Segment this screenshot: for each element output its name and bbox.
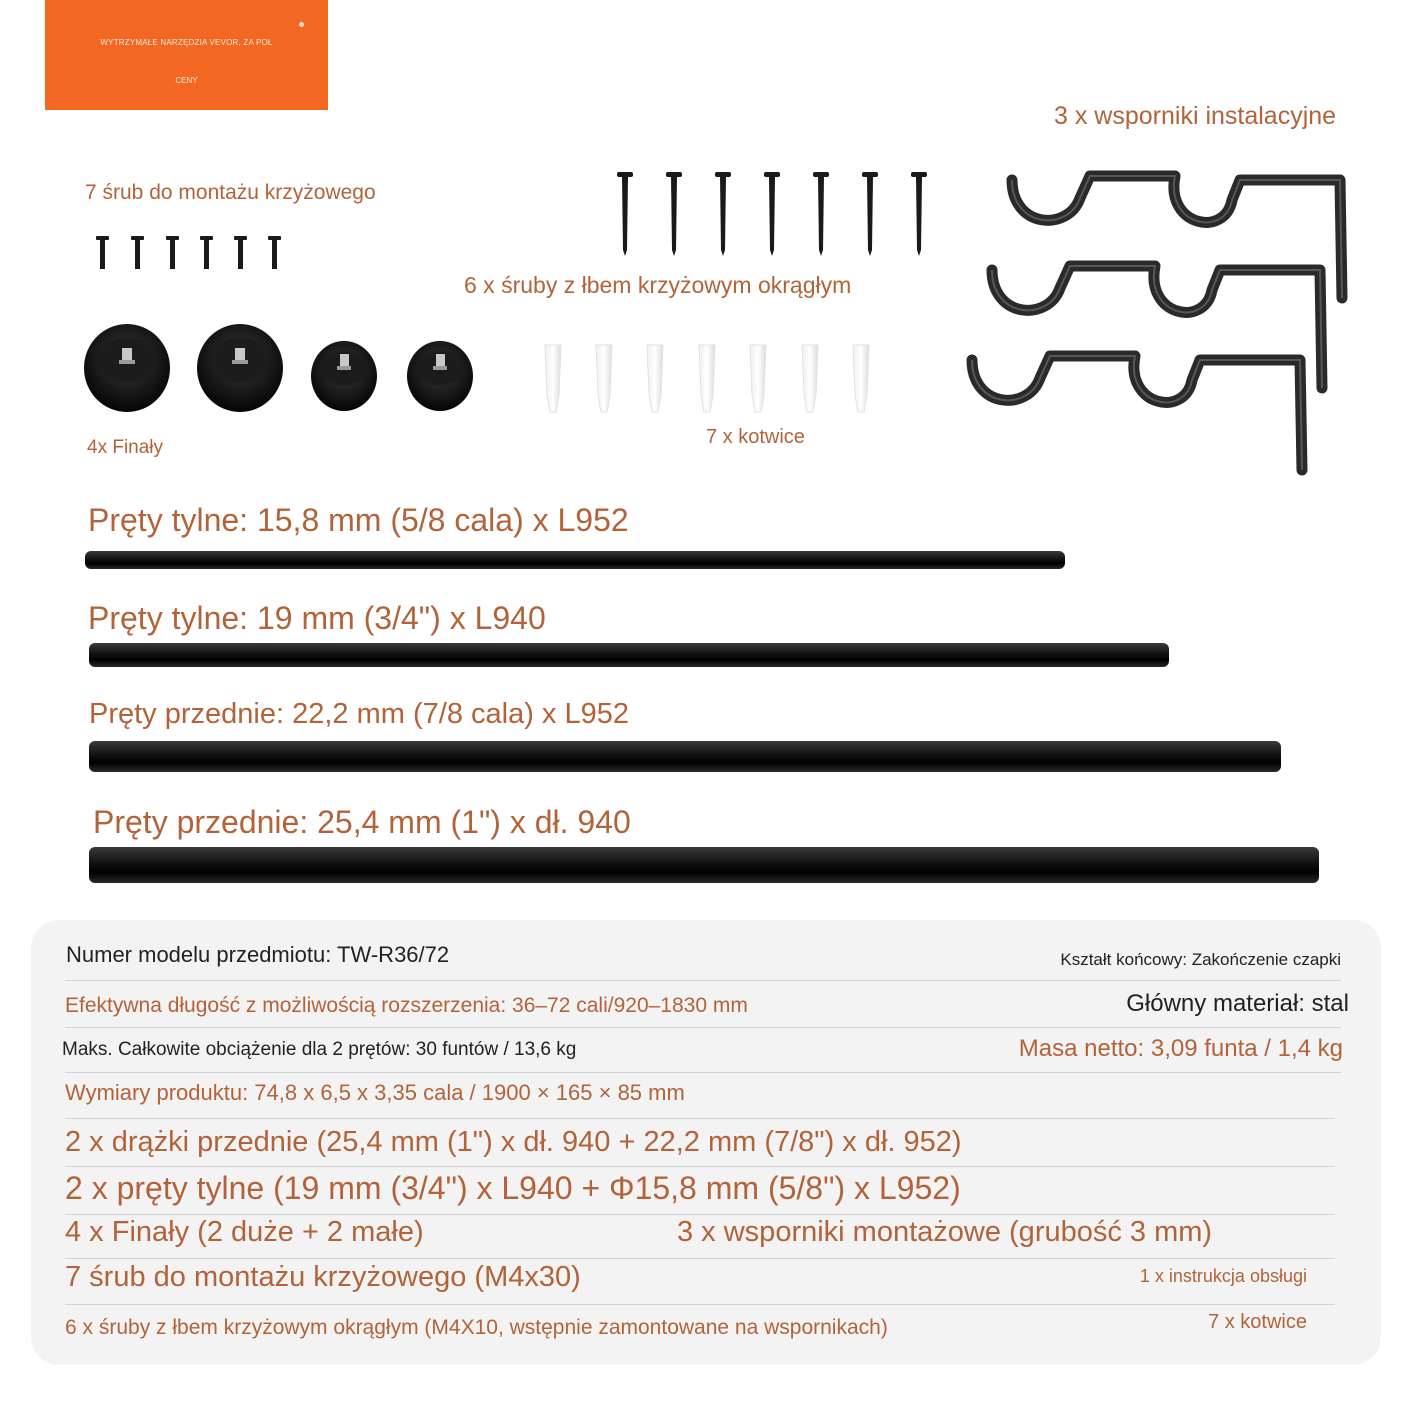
spec-panel [31, 920, 1381, 1365]
cross-screws-label: 7 śrub do montażu krzyżowego [85, 181, 376, 204]
round-screws-label: 6 x śruby z łbem krzyżowym okrągłym [464, 272, 852, 298]
divider [65, 1304, 1335, 1305]
anchors-label: 7 x kotwice [706, 426, 805, 448]
spec-cross-screws: 7 śrub do montażu krzyżowego (M4x30) [65, 1261, 581, 1293]
brackets-label: 3 x wsporniki instalacyjne [1054, 102, 1337, 130]
spec-brackets: 3 x wsporniki montażowe (grubość 3 mm) [677, 1216, 1213, 1248]
spec-manual: 1 x instrukcja obsługi [1139, 1266, 1307, 1286]
rod-label-4: Pręty przednie: 25,4 mm (1") x dł. 940 [93, 804, 631, 840]
spec-material: Główny materiał: stal [1126, 990, 1349, 1017]
rod-label-1: Pręty tylne: 15,8 mm (5/8 cala) x L952 [88, 502, 629, 538]
spec-max-load: Maks. Całkowite obciążenie dla 2 prętów: 30 funtów / 13,6 kg [62, 1039, 577, 1060]
spec-dimensions: Wymiary produktu: 74,8 x 6,5 x 3,35 cala / 1900 × 165 × 85 mm [65, 1080, 685, 1105]
round-screws-icon [617, 172, 927, 256]
cross-screws-icon [96, 236, 281, 269]
divider [65, 1118, 1335, 1119]
spec-model: Numer modelu przedmiotu: TW-R36/72 [66, 942, 450, 967]
spec-front-rods: 2 x drążki przednie (25,4 mm (1") x dł. 940 + 22,2 mm (7/8") x dł. 952) [65, 1126, 962, 1158]
spec-finials: 4 x Finały (2 duże + 2 małe) [65, 1216, 424, 1248]
brackets-icon [972, 176, 1342, 470]
rod-1 [85, 551, 1065, 569]
anchors-icon [545, 345, 869, 412]
divider [65, 1027, 1341, 1028]
rod-2 [89, 643, 1169, 667]
divider [65, 1072, 1341, 1073]
spec-end-shape: Kształt końcowy: Zakończenie czapki [1060, 950, 1341, 969]
divider [65, 980, 1341, 981]
spec-anchors: 7 x kotwice [1208, 1311, 1307, 1333]
parts-illustration [0, 0, 1414, 500]
spec-effective-length: Efektywna długość z możliwością rozszerzenia: 36–72 cali/920–1830 mm [65, 994, 748, 1017]
rod-label-2: Pręty tylne: 19 mm (3/4") x L940 [88, 600, 546, 636]
finials-icon [84, 324, 473, 412]
rod-4 [89, 847, 1319, 883]
spec-back-rods: 2 x pręty tylne (19 mm (3/4") x L940 + Φ15,8 mm (5/8") x L952) [65, 1170, 961, 1206]
finials-label: 4x Finały [87, 437, 164, 458]
divider [65, 1258, 1335, 1259]
divider [65, 1166, 1335, 1167]
banner-line1: WYTRZYMAŁE NARZĘDZIA VEVOR, ZA POŁ [100, 38, 273, 47]
rod-3 [89, 741, 1281, 772]
banner-line2: CENY [175, 76, 198, 85]
spec-round-screws: 6 x śruby z łbem krzyżowym okrągłym (M4X10, wstępnie zamontowane na wspornikach) [65, 1316, 888, 1339]
rod-label-3: Pręty przednie: 22,2 mm (7/8 cala) x L952 [89, 698, 629, 730]
divider [65, 1214, 1335, 1215]
spec-net-weight: Masa netto: 3,09 funta / 1,4 kg [1018, 1035, 1343, 1062]
